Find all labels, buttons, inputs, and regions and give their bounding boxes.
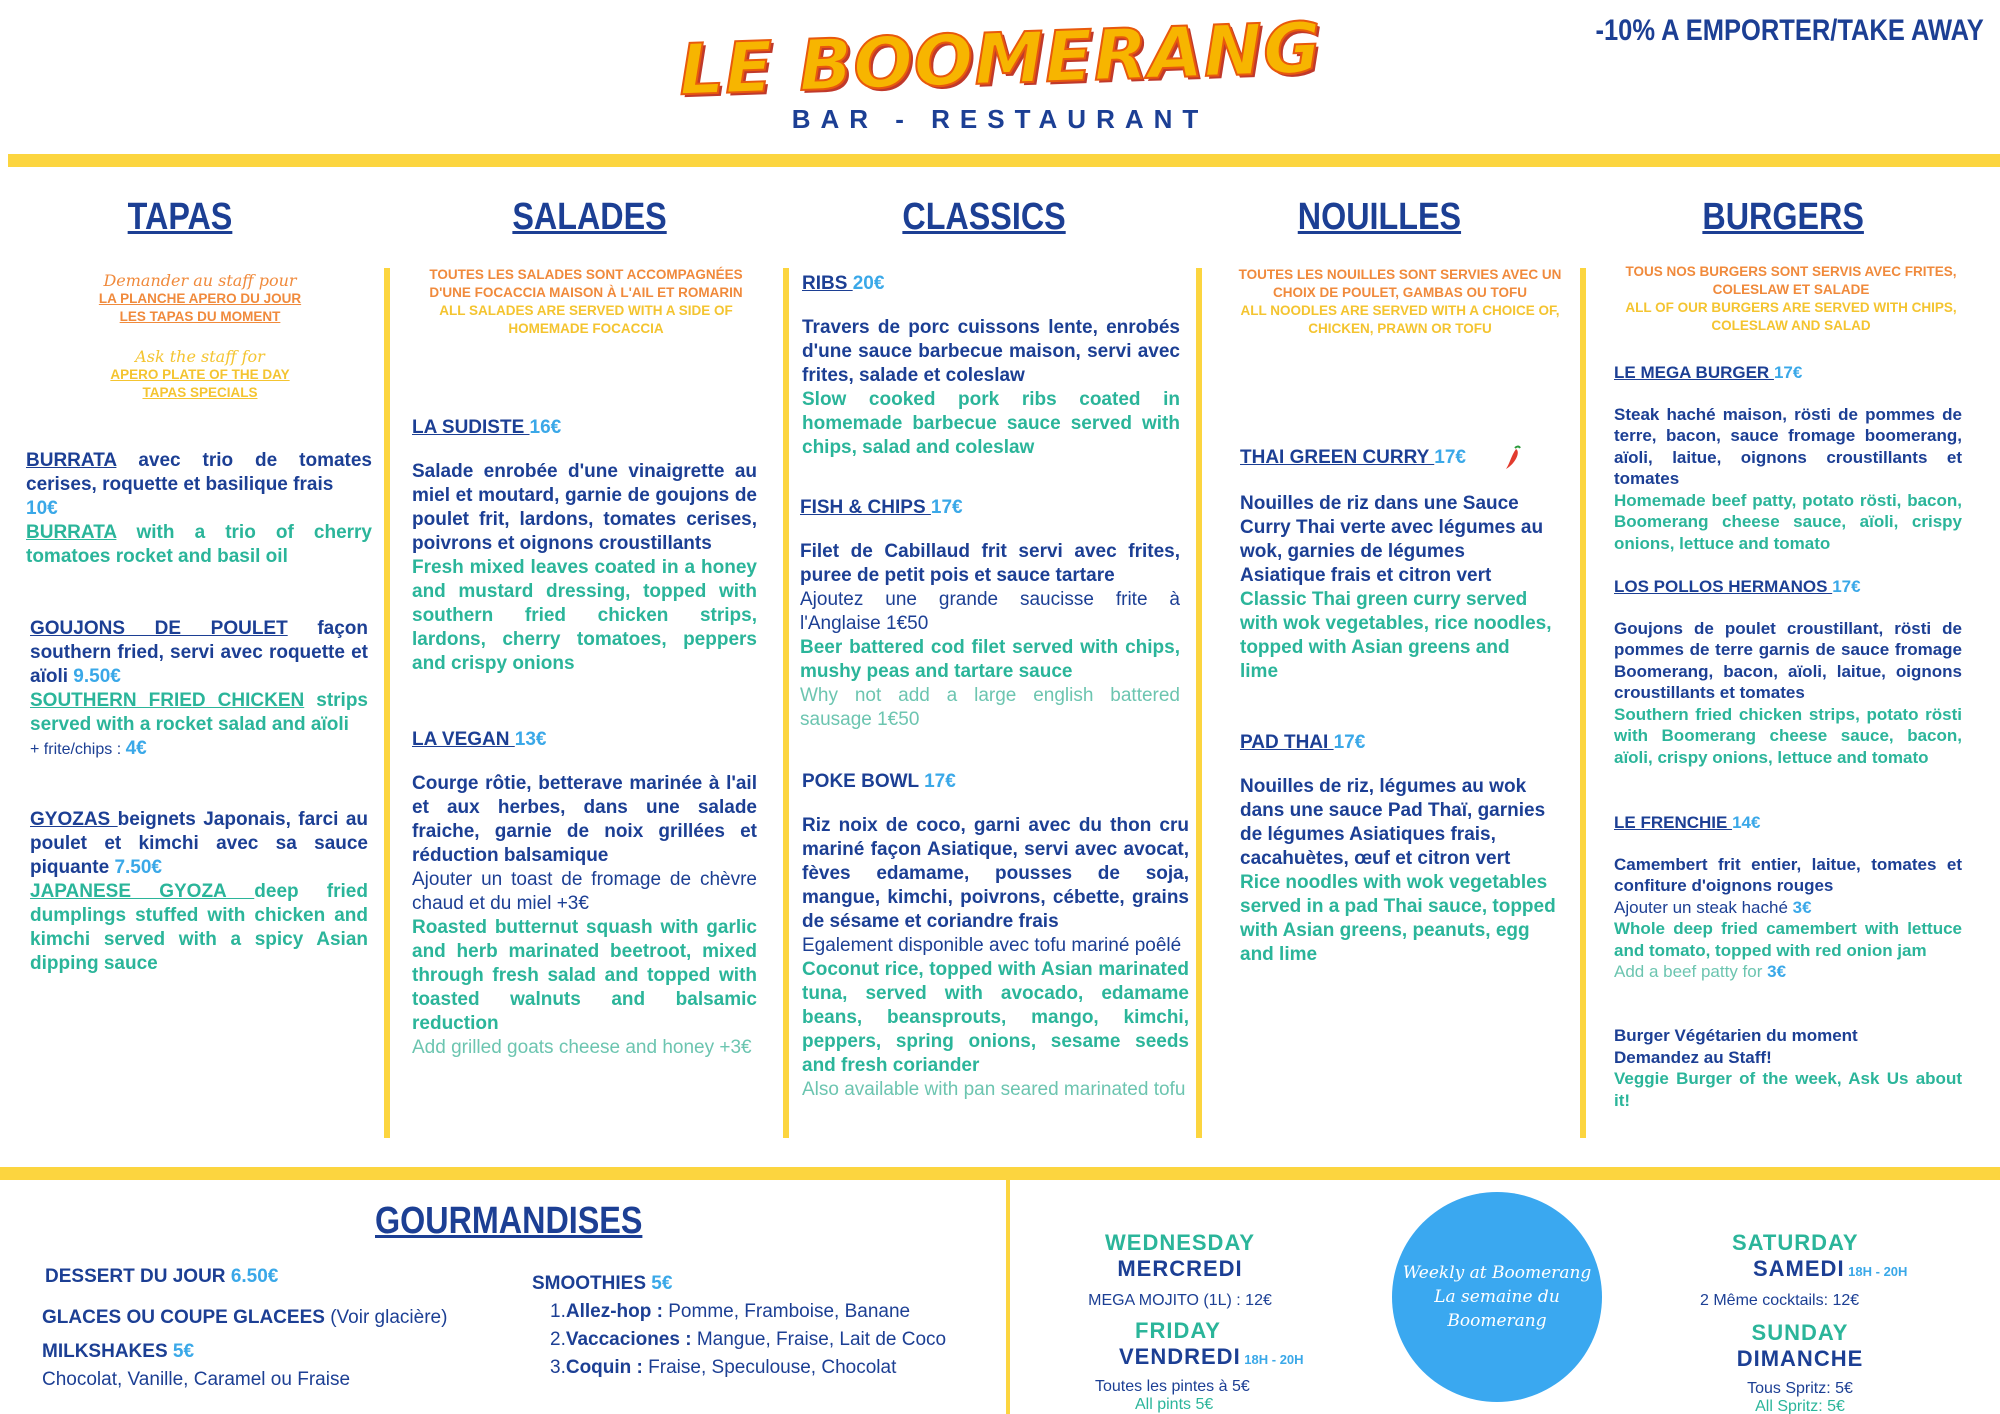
item-desc-fr: Nouilles de riz dans une Sauce Curry Thai verte avec légumes au wok, garnies de légumes Asiatique frais et citron vert (1240, 493, 1544, 586)
item-desc-fr: Nouilles de riz, légumes au wok dans une sauce Pad Thaï, garnies de légumes Asiatiques frais, cacahuètes, œuf et citron vert (1240, 776, 1546, 869)
item-extra-fr: Ajoutez une grande saucisse frite à l'Anglaise 1€50 (800, 589, 1180, 634)
item-desc-fr-1: Burger Végétarien du moment (1614, 1026, 1858, 1045)
tapas-note (60, 272, 340, 402)
menu-item-veggie-burger (1614, 1025, 1962, 1111)
smoothie-num: 3. (550, 1357, 566, 1378)
menu-item-gyozas (30, 808, 368, 976)
day-offer: MEGA MOJITO (1L) : 12€ (1088, 1292, 1272, 1309)
item-desc-fr: Courge rôtie, betterave marinée à l'ail et aux herbes, dans une salade fraiche, garnie de noix grillées et réduction balsamique (412, 773, 757, 866)
smoothie-num: 2. (550, 1329, 566, 1350)
tapas-note-fr-1: LA PLANCHE APERO DU JOUR (98, 291, 302, 306)
item-extra: + frite/chips : (30, 741, 126, 758)
item-desc-fr: Travers de porc cuissons lente, enrobés d'une sauce barbecue maison, servi avec frites, salade et coleslaw (802, 317, 1180, 386)
glaces (42, 1306, 447, 1330)
dessert-price: 6.50€ (230, 1266, 279, 1287)
smoothies-price: 5€ (651, 1273, 673, 1294)
column-divider (1196, 268, 1202, 1138)
day-hours: 18H - 20H (1240, 1352, 1304, 1367)
item-name-en: BURRATA (26, 522, 117, 543)
day-fr: VENDREDI (1119, 1344, 1241, 1369)
day-hours: 18H - 20H (1844, 1264, 1908, 1279)
weekly-friday (1095, 1318, 1355, 1414)
item-price: 17€ (1333, 732, 1366, 753)
smoothie-desc: Mangue, Fraise, Lait de Coco (691, 1329, 947, 1350)
item-desc-fr: avec trio de tomates cerises, roquette et basilique frais (26, 450, 372, 495)
day-offer-en: All pints 5€ (1135, 1396, 1214, 1413)
item-name-en: JAPANESE GYOZA (30, 881, 255, 902)
dessert-label: DESSERT DU JOUR (45, 1266, 231, 1287)
glaces-note: (Voir glacière) (324, 1307, 448, 1328)
chili-icon (1501, 444, 1525, 472)
item-desc-fr: Filet de Cabillaud frit servi avec frites, puree de petit pois et sauce tartare (800, 541, 1180, 586)
item-name: FISH & CHIPS (800, 497, 931, 518)
nouilles-note-fr: TOUTES LES NOUILLES SONT SERVIES AVEC UN CHOIX DE POULET, GAMBAS OU TOFU (1238, 267, 1562, 300)
item-desc-en: deep fried dumplings stuffed with chicken and kimchi served with a spicy Asian dipping sauce (30, 881, 368, 974)
item-desc-en: Beer battered cod filet served with chips, mushy peas and tartare sauce (800, 637, 1180, 682)
tapas-note-en-2: TAPAS SPECIALS (142, 385, 258, 400)
column-divider (1580, 268, 1586, 1138)
milkshakes-price: 5€ (172, 1341, 195, 1362)
item-name: THAI GREEN CURRY (1240, 447, 1435, 469)
item-desc-en: Roasted butternut squash with garlic and herb marinated beetroot, mixed through fresh salad and topped with toasted walnuts and balsamic reduction (412, 917, 757, 1034)
item-name: PAD THAI (1240, 732, 1334, 753)
item-extra-fr: Ajouter un toast de fromage de chèvre chaud et du miel +3€ (412, 869, 757, 914)
tapas-note-fr-script: Demander au staff pour (103, 271, 297, 290)
day-fr: MERCREDI (1117, 1256, 1243, 1281)
milkshakes-label: MILKSHAKES (42, 1341, 173, 1362)
weekly-circle-line-2: La semaine du Boomerang (1434, 1287, 1560, 1331)
column-divider (384, 268, 390, 1138)
salades-note-fr: TOUTES LES SALADES SONT ACCOMPAGNÉES D'UNE FOCACCIA MAISON À L'AIL ET ROMARIN (429, 267, 743, 300)
item-price: 17€ (924, 771, 956, 792)
section-title-classics: CLASSICS (902, 196, 1066, 238)
item-desc-en: Rice noodles with wok vegetables served in a pad Thai sauce, topped with Asian greens, peanuts, egg and lime (1240, 872, 1556, 965)
item-extra-en: Add a beef patty for (1614, 962, 1768, 981)
smoothie-desc: Fraise, Speculouse, Chocolat (642, 1357, 897, 1378)
menu-item-le-frenchie (1614, 812, 1962, 983)
restaurant-logo (677, 6, 1323, 112)
day-offer: Tous Spritz: 5€ (1747, 1380, 1853, 1397)
weekly-circle-line-1: Weekly at Boomerang (1402, 1263, 1592, 1283)
item-desc-fr-2: Demandez au Staff! (1614, 1047, 1772, 1067)
item-name: LE FRENCHIE (1614, 813, 1733, 832)
item-price: 9.50€ (73, 666, 121, 687)
menu-item-thai-green-curry (1240, 444, 1552, 684)
top-divider (8, 154, 2000, 167)
tapas-note-fr-2: LES TAPAS DU MOMENT (119, 309, 281, 324)
menu-item-la-vegan (412, 728, 757, 1060)
nouilles-note (1224, 266, 1576, 338)
takeaway-discount: -10% A EMPORTER/TAKE AWAY (1595, 14, 1984, 47)
smoothie-desc: Pomme, Framboise, Banane (662, 1301, 911, 1322)
day-en: SUNDAY (1751, 1320, 1849, 1345)
glaces-label: GLACES OU COUPE GLACEES (42, 1307, 325, 1328)
day-offer: 2 Même cocktails: 12€ (1700, 1292, 1860, 1309)
item-name: POKE BOWL (802, 771, 925, 792)
bottom-divider (0, 1167, 2000, 1180)
item-price: 10€ (26, 498, 58, 519)
bottom-column-divider (1006, 1180, 1010, 1414)
item-name: BURRATA (26, 450, 117, 471)
item-name: LE MEGA BURGER (1614, 363, 1774, 382)
smoothie-name: Coquin : (565, 1357, 643, 1378)
item-extra-fr: Ajouter un steak haché (1614, 897, 1793, 917)
item-desc-fr: Salade enrobée d'une vinaigrette au miel et moutard, garnie de goujons de poulet frit, lardons, tomates cerises, poivrons et oignons croustillants (412, 461, 757, 554)
item-desc-en: strips served with a rocket salad and aïoli (30, 690, 368, 735)
item-desc-en: Fresh mixed leaves coated in a honey and mustard dressing, topped with southern fried chicken strips, lardons, cherry tomatoes, peppers and crispy onions (412, 557, 757, 674)
item-extra-price: 4€ (125, 738, 147, 759)
item-price: 17€ (1773, 363, 1803, 382)
salades-note (410, 266, 762, 338)
smoothies-label: SMOOTHIES (532, 1273, 652, 1294)
day-fr: SAMEDI (1753, 1256, 1845, 1281)
menu-item-burrata (26, 449, 372, 569)
smoothie-item (550, 1356, 946, 1380)
section-title-nouilles: NOUILLES (1297, 196, 1462, 238)
day-fr: DIMANCHE (1736, 1346, 1864, 1371)
item-desc-fr: Goujons de poulet croustillant, rösti de pommes de terre garnis de sauce fromage Boomerang, bacon, aïoli, laitue, oignons croustillants et tomates (1614, 618, 1962, 702)
item-desc-fr: façon southern fried, servi avec roquette et aïoli (30, 618, 369, 687)
menu-item-mega-burger (1614, 362, 1962, 554)
smoothie-item (550, 1328, 946, 1352)
tapas-note-en-1: APERO PLATE OF THE DAY (110, 367, 290, 382)
nouilles-note-en: ALL NOODLES ARE SERVED WITH A CHOICE OF, CHICKEN, PRAWN OR TOFU (1240, 303, 1560, 336)
smoothie-name: Allez-hop : (565, 1301, 663, 1322)
item-name: GOUJONS DE POULET (30, 618, 288, 639)
burgers-note-en: ALL OF OUR BURGERS ARE SERVED WITH CHIPS, COLESLAW AND SALAD (1625, 300, 1957, 333)
burgers-note (1610, 263, 1972, 335)
restaurant-subtitle: BAR - RESTAURANT (791, 104, 1209, 134)
item-price: 16€ (529, 417, 562, 438)
item-name: RIBS (802, 273, 853, 294)
item-desc-fr: Riz noix de coco, garni avec du thon cru mariné façon Asiatique, servi avec avocat, fèves edamame, pousses de soja, mangue, kimchi, poivrons, cébette, grains de sésame et coriandre frais (802, 815, 1189, 932)
menu-item-pad-thai (1240, 731, 1560, 967)
weekly-wednesday (1080, 1230, 1280, 1310)
weekly-circle (1392, 1192, 1602, 1402)
dessert-du-jour (45, 1265, 278, 1289)
item-price: 20€ (852, 273, 885, 294)
item-price: 14€ (1732, 813, 1761, 832)
item-desc-en: Homemade beef patty, potato rösti, bacon, Boomerang cheese sauce, aïoli, crispy onions, lettuce and tomato (1614, 490, 1962, 553)
section-title-gourmandises: GOURMANDISES (375, 1200, 643, 1242)
day-en: SATURDAY (1732, 1230, 1859, 1255)
milkshakes-flavours: Chocolat, Vanille, Caramel ou Fraise (42, 1369, 351, 1390)
item-name: LA SUDISTE (412, 417, 530, 438)
item-desc-fr: beignets Japonais, farci au poulet et kimchi avec sa sauce piquante (30, 809, 368, 878)
item-name-en: SOUTHERN FRIED CHICKEN (30, 690, 305, 711)
day-en: WEDNESDAY (1105, 1230, 1255, 1255)
item-desc-en: Whole deep fried camembert with lettuce and tomato, topped with red onion jam (1614, 919, 1962, 960)
item-desc-en: Coconut rice, topped with Asian marinated tuna, served with avocado, edamame beans, beansprouts, mango, kimchi, peppers, spring onions, sesame seeds and fresh coriander (802, 959, 1189, 1076)
item-desc-en: with a trio of cherry tomatoes rocket and basil oil (26, 522, 372, 567)
milkshakes (42, 1340, 350, 1392)
burgers-note-fr: TOUS NOS BURGERS SONT SERVIS AVEC FRITES, COLESLAW ET SALADE (1625, 264, 1957, 297)
section-title-salades: SALADES (512, 196, 667, 238)
item-price: 17€ (1434, 447, 1466, 469)
smoothies (532, 1272, 946, 1380)
menu-item-goujons (30, 617, 368, 762)
tapas-note-en-script: Ask the staff for (135, 347, 265, 366)
menu-item-poke-bowl (802, 770, 1189, 1102)
item-price: 17€ (930, 497, 963, 518)
weekly-saturday (1700, 1230, 1940, 1310)
item-price: 7.50€ (114, 857, 162, 878)
logo-text: LE BOOMERANG (677, 6, 1323, 112)
item-name: LA VEGAN (412, 729, 515, 750)
item-name: LOS POLLOS HERMANOS (1614, 577, 1833, 596)
item-extra-fr: Egalement disponible avec tofu mariné poêlé (802, 935, 1182, 956)
section-title-burgers: BURGERS (1702, 196, 1864, 238)
item-desc-en: Southern fried chicken strips, potato rösti with Boomerang cheese sauce, bacon, aïoli, crispy onions, lettuce and tomato (1614, 704, 1962, 767)
item-extra-en: Add grilled goats cheese and honey +3€ (412, 1037, 752, 1058)
item-extra-price-en: 3€ (1767, 962, 1787, 981)
smoothie-name: Vaccaciones : (565, 1329, 692, 1350)
item-desc-fr: Steak haché maison, rösti de pommes de terre, bacon, sauce fromage boomerang, aïoli, laitue, oignons croustillants et tomates (1614, 404, 1962, 488)
menu-item-fish-and-chips (800, 496, 1180, 732)
item-name: GYOZAS (30, 809, 118, 830)
item-desc-fr: Camembert frit entier, laitue, tomates et confiture d'oignons rouges (1614, 854, 1962, 895)
menu-item-la-sudiste (412, 416, 757, 676)
menu-item-ribs (802, 272, 1180, 460)
item-desc-en: Veggie Burger of the week, Ask Us about it! (1614, 1069, 1962, 1110)
item-extra-price: 3€ (1792, 897, 1812, 917)
day-offer: Toutes les pintes à 5€ (1095, 1378, 1250, 1395)
column-divider (783, 268, 789, 1138)
day-en: FRIDAY (1135, 1318, 1221, 1343)
item-extra-en: Also available with pan seared marinated tofu (802, 1079, 1186, 1100)
item-extra-en: Why not add a large english battered sausage 1€50 (800, 685, 1180, 730)
menu-item-los-pollos-hermanos (1614, 576, 1962, 768)
item-price: 13€ (514, 729, 547, 750)
smoothie-num: 1. (550, 1301, 566, 1322)
item-desc-en: Slow cooked pork ribs coated in homemade barbecue sauce served with chips, salad and coleslaw (802, 389, 1180, 458)
day-offer-en: All Spritz: 5€ (1755, 1398, 1845, 1414)
smoothie-item (550, 1300, 946, 1324)
section-title-tapas: TAPAS (127, 196, 233, 238)
weekly-sunday (1700, 1320, 1900, 1414)
item-price: 17€ (1832, 577, 1861, 596)
salades-note-en: ALL SALADES ARE SERVED WITH A SIDE OF HOMEMADE FOCACCIA (439, 303, 733, 336)
item-desc-en: Classic Thai green curry served with wok vegetables, rice noodles, topped with Asian greens and lime (1240, 589, 1552, 682)
